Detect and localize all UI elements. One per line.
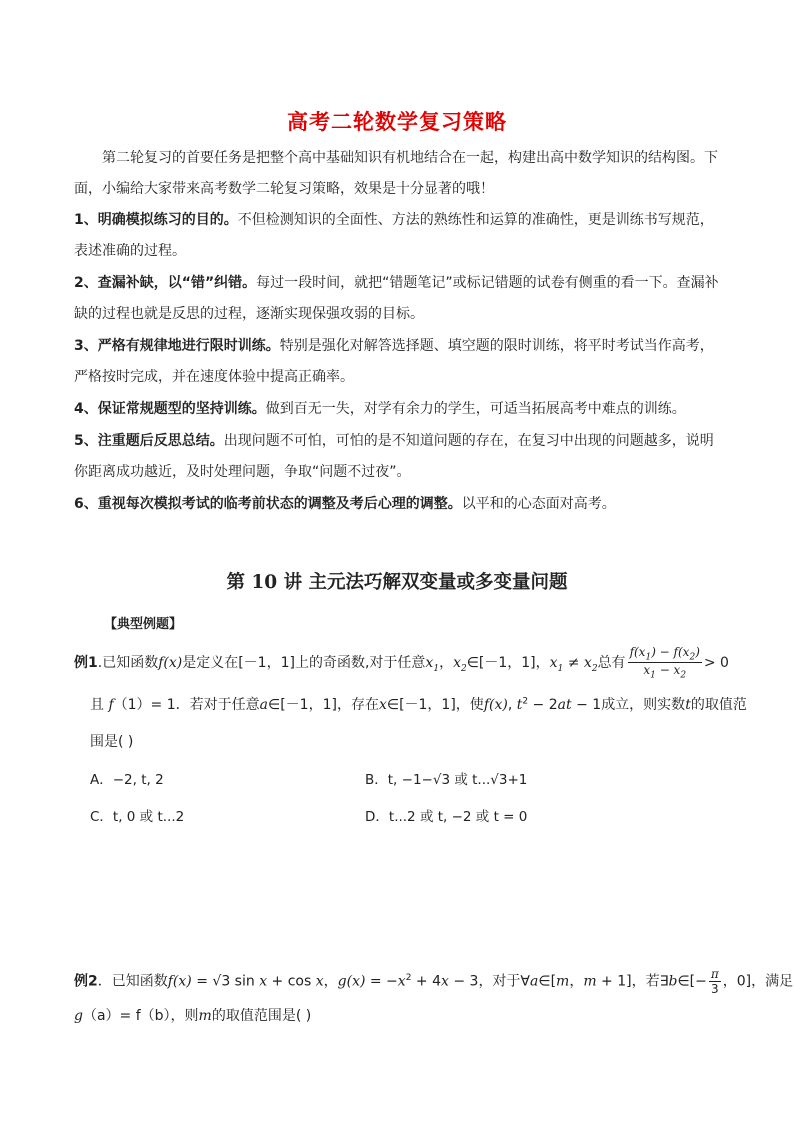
ex1-line1: 例1.已知函数f(x)是定义在[－1，1]上的奇函数,对于任意$x_1$，$x_2\in[-1$，1]，$x_1 \ne x_2$总有 $\frac{f(x_1) - f(x_2)}{x_1 - x_2}$ > 0 [74, 645, 729, 681]
intro-paragraph: 第二轮复习的首要任务是把整个高中基础知识有机地结合在一起，构建出高中数学知识的结构图。下面，小编给大家带来高考数学二轮复习策略，效果是十分显著的哦！ [74, 150, 718, 197]
tip-1 [74, 205, 724, 267]
tip-6-body: 以平和的心态面对高考。 [461, 496, 616, 512]
section-tag: 【典型例题】 [104, 617, 183, 632]
tip-3 [74, 331, 724, 393]
ex1-line2: 且 f（1）= 1．若对于任意a∈[－1，1]，存在x∈[－1，1]，使f(x), $t^2 - 2at - 1$成立，则实数t的取值范 [90, 696, 747, 713]
tip-2 [74, 268, 724, 330]
tip-4-head: 4、保证常规题型的坚持训练。 [74, 401, 266, 417]
ex1-line3: 围是( ) [90, 734, 134, 750]
tip-5-head: 5、注重题后反思总结。 [74, 433, 224, 449]
ex1-option-a[interactable]: A．−2, t, 2 [90, 772, 164, 788]
ex1-math-fx: f(x) [158, 654, 183, 671]
tip-5 [74, 426, 724, 488]
tip-2-head: 2、查漏补缺，以“错”纠错。 [74, 275, 257, 291]
tip-3-body: 特别是强化对解答选择题、填空题的限时训练，将平时考试当作高考，严格按时完成，并在速度体验中提高正确率。 [74, 338, 714, 385]
ex1-fraction: $\frac{f(x_1) - f(x_2)}{x_1 - x_2}$ [629, 645, 700, 681]
ex2-line2: g（a）= f（b），则m的取值范围是( ) [74, 1008, 312, 1024]
page-title: 高考二轮数学复习策略 [287, 110, 507, 134]
tip-3-head: 3、严格有规律地进行限时训练。 [74, 338, 280, 354]
ex1-text-4: 总有 [597, 654, 626, 671]
ex1-text-1: .已知函数 [97, 654, 159, 671]
tip-6 [74, 489, 724, 520]
ex1-option-c[interactable]: C．t, 0 或 t...2 [90, 809, 185, 825]
tip-2-body: 每过一段时间，就把“错题笔记”或标记错题的试卷有侧重的看一下。查漏补缺的过程也就是反思的过程，逐渐实现保强攻弱的目标。 [74, 275, 719, 322]
tip-6-head: 6、重视每次模拟考试的临考前状态的调整及考后心理的调整。 [74, 496, 462, 512]
tip-4 [74, 394, 724, 425]
ex1-text-3: [－1，1]， [478, 654, 550, 671]
ex1-text-2: 是定义在[－1，1]上的奇函数,对于任意 [182, 654, 426, 671]
ex1-option-b[interactable]: B．t, −1−√3 或 t...√3+1 [365, 772, 528, 788]
lecture-title: 第 10 讲 主元法巧解双变量或多变量问题 [226, 572, 568, 593]
ex1-label: 例1 [74, 654, 98, 671]
tip-1-head: 1、明确模拟练习的目的。 [74, 212, 238, 228]
tip-5-body: 出现问题不可怕，可怕的是不知道问题的存在，在复习中出现的问题越多，说明你距离成功越近，及时处理问题，争取“问题不过夜”。 [74, 433, 714, 480]
ex2-label: 例2 [74, 973, 98, 990]
tip-4-body: 做到百无一失，对学有余力的学生，可适当拓展高考中难点的训练。 [265, 401, 686, 417]
tip-1-body: 不但检测知识的全面性、方法的熟练性和运算的准确性，更是训练书写规范，表述准确的过程。 [74, 212, 714, 259]
ex2-fraction: $\frac{\pi}{3}$ [710, 967, 719, 996]
ex1-option-d[interactable]: D．t...2 或 t, −2 或 t = 0 [365, 809, 528, 825]
ex2-line1: 例2．已知函数f(x) = √3 sin x + cos x，$g(x) = -x^2 + 4x - 3$，对于∀a∈[m，m + 1]，若∃b∈[− $\frac{\pi}{3}$ ，0]，满足 [74, 967, 794, 996]
